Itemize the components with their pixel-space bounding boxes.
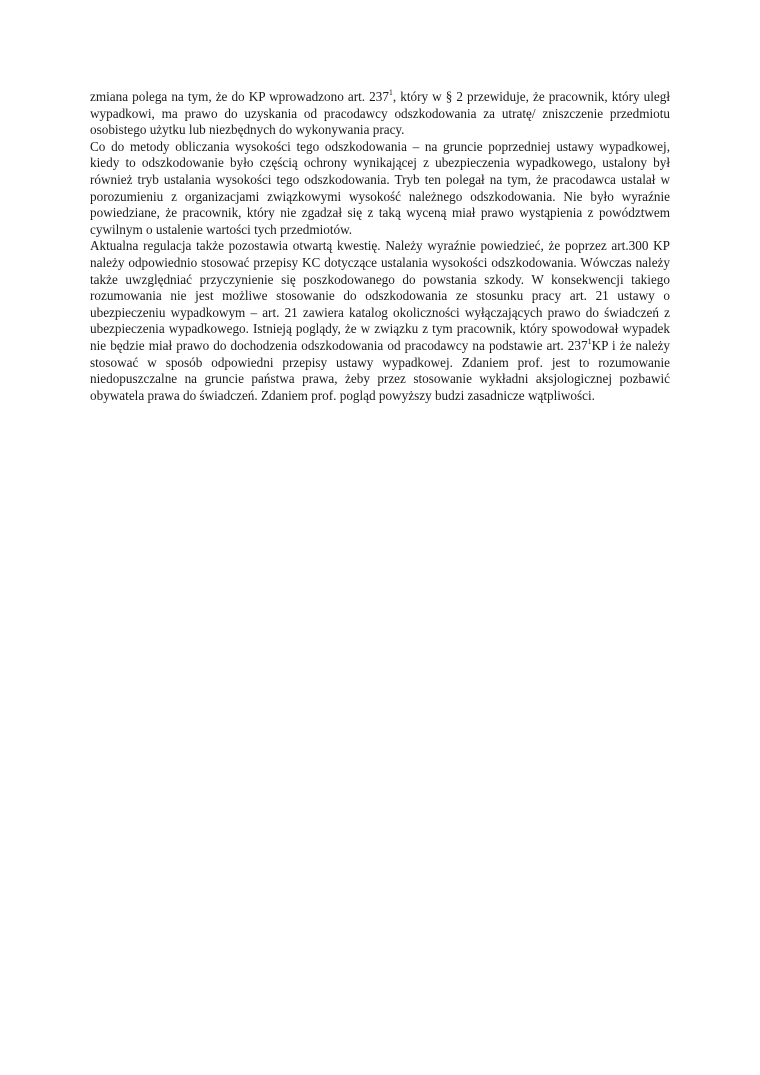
paragraph-1-text-end: , który w § 2 przewiduje, że pracownik, który uległ wypadkowi, ma prawo do uzyskania od pracodawcy odszkodowania za utratę/ zniszczenie przedmiotu osobistego użytku lub niezbędnych do wykonywania pracy. [90, 89, 670, 138]
superscript-1: 1 [388, 87, 393, 97]
paragraph-3 [90, 238, 670, 404]
paragraph-1-text-start: zmiana polega na tym, że do KP wprowadzono art. 237 [90, 89, 389, 104]
paragraph-2: Co do metody obliczania wysokości tego odszkodowania – na gruncie poprzedniej ustawy wypadkowej, kiedy to odszkodowanie było częścią ochrony wynikającej z ubezpieczenia wypadkowego, ustalony był również tryb ustalania wysokości tego odszkodowania. Tryb ten polegał na tym, że pracodawca ustalał w porozumieniu z organizacjami związkowymi wysokość należnego odszkodowania. Nie było wyraźnie powiedziane, że pracownik, który nie zgadzał się z taką wyceną miał prawo wystąpienia z powództwem cywilnym o ustalenie wartości tych przedmiotów. [90, 138, 670, 237]
paragraph-3-text-end: KP i że należy stosować w sposób odpowiedni przepisy ustawy wypadkowej. Zdaniem prof. jest to rozumowanie niedopuszczalne na gruncie państwa prawa, żeby przez stosowanie wykładni aksjologicznej pozbawić obywatela prawa do świadczeń. Zdaniem prof. pogląd powyższy budzi zasadnicze wątpliwości. [90, 337, 670, 403]
superscript-2: 1 [587, 336, 592, 346]
paragraph-1 [90, 89, 670, 139]
paragraph-3-text-start: Aktualna regulacja także pozostawia otwartą kwestię. Należy wyraźnie powiedzieć, że poprzez art.300 KP należy odpowiednio stosować przepisy KC dotyczące ustalania wysokości odszkodowania. Wówczas należy także uwzględniać przyczynienie się poszkodowanego do powstania szkody. W konsekwencji takiego rozumowania nie jest możliwe stosowanie do odszkodowania ze stosunku pracy art. 21 ustawy o ubezpieczeniu wypadkowym – art. 21 zawiera katalog okoliczności wyłączających prawo do świadczeń z ubezpieczenia wypadkowego. Istnieją poglądy, że w związku z tym pracownik, który spowodował wypadek nie będzie miał prawo do dochodzenia odszkodowania od pracodawcy na podstawie art. 237 [90, 238, 670, 353]
body-text [90, 89, 670, 404]
